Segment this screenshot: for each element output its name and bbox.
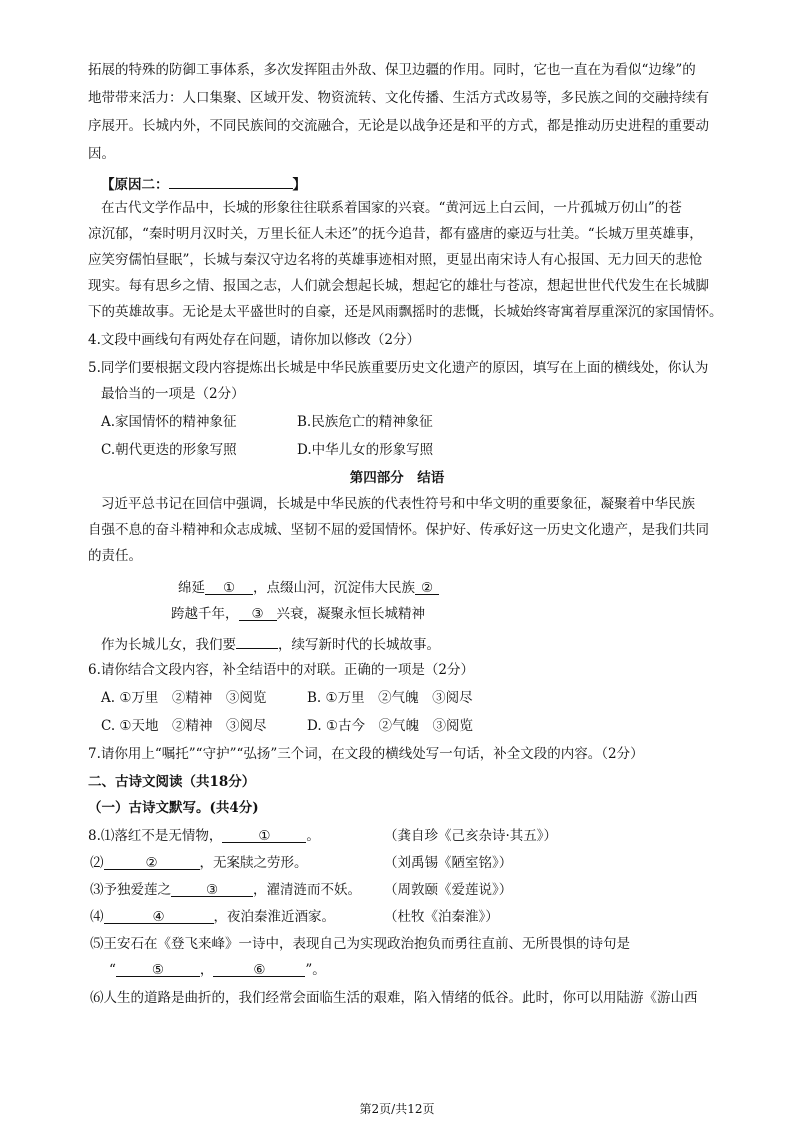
q8-blank-4[interactable]: ④ [104, 907, 214, 924]
q8-item4 [90, 907, 335, 927]
question-6-options-row2 [101, 716, 473, 736]
q8-i5-open-quote: “ [109, 962, 116, 978]
q8-blank-1[interactable]: ① [222, 826, 306, 843]
couplet-l1b: ，点缀山河，沉淀伟大民族 [253, 580, 415, 596]
q8-i3-text: ⑶予独爱莲之 [90, 882, 171, 898]
q8-i1-text: 8.⑴落红不是无情物， [88, 828, 223, 844]
para3-line1: 习近平总书记在回信中强调，长城是中华民族的代表性符号和中华文明的重要象征，凝聚着中华民族 [101, 496, 695, 512]
question-6: 6.请你结合文段内容，补全结语中的对联。正确的一项是（2分） [88, 662, 474, 678]
couplet-line2 [171, 604, 425, 624]
q8-i5-comma: ， [199, 962, 214, 978]
q8-i1-end: 。 [306, 828, 320, 844]
para2-line5: 下的英雄故事。无论是太平盛世时的自豪，还是风雨飘摇时的悲慨，长城始终寄寓着厚重深沉的家国情怀。 [88, 304, 723, 320]
para1-line3: 序展开。长城内外，不同民族间的交流融合，无论是以战争还是和平的方式，都是推动历史进程的重要动 [88, 118, 709, 134]
q8-item5-line2 [109, 960, 326, 980]
question-6-options-row1 [101, 688, 473, 708]
para1-line4: 因。 [88, 146, 115, 162]
couplet-l3b: ，续写新时代的长城故事。 [278, 637, 440, 653]
reason2-suffix: 】 [292, 177, 306, 193]
q8-item1 [88, 826, 320, 846]
para1-line1: 拓展的特殊的防御工事体系，多次发挥阻击外敌、保卫边疆的作用。同时，它也一直在为看似“边缘”的 [88, 62, 696, 78]
question-5-options-row2 [101, 440, 433, 460]
question-7: 7.请你用上“嘱托”“守护”“弘扬”三个词，在文段的横线处写一句话，补全文段的内容。（2分） [88, 746, 644, 762]
reason2-prefix: 【原因二： [101, 177, 169, 193]
para2-line3: 应笑穷儒怕昼眠”，长城与秦汉守边名将的英雄事迹相对照，更显出南宋诗人有心报国、无力回天的悲怆 [88, 252, 703, 268]
page-footer: 第2页/共12页 [359, 1102, 435, 1116]
para3-line3: 的责任。 [88, 548, 142, 564]
q8-i1-source: （龚自珍《己亥杂诗·其五》） [384, 828, 558, 844]
para2-line4: 现实。每有思乡之情、报国之志，人们就会想起长城，想起它的雄壮与苍凉，想起世世代代发生在长城脚 [88, 278, 709, 294]
q8-i2-source: （刘禹锡《陋室铭》） [384, 855, 513, 871]
couplet-l2b: 兴衰，凝聚永恒长城精神 [276, 606, 425, 622]
couplet-l3a: 作为长城儿女，我们要 [101, 637, 236, 653]
q8-item6: ⑹人生的道路是曲折的，我们经常会面临生活的艰难，陷入情绪的低谷。此时，你可以用陆游《游山西 [90, 990, 698, 1006]
question-5-line2: 最恰当的一项是（2分） [101, 386, 245, 402]
q8-item2 [90, 853, 308, 873]
para1-line2: 地带带来活力：人口集聚、区域开发、物资流转、文化传播、生活方式改易等，多民族之间的交融持续有 [88, 90, 709, 106]
q8-i5-close-quote: ”。 [305, 962, 326, 978]
reason2-blank[interactable] [169, 172, 293, 189]
q8-i3-source: （周敦颐《爱莲说》） [384, 882, 513, 898]
q8-i4-source: （杜牧《泊秦淮》） [384, 909, 499, 925]
q8-item3 [90, 880, 361, 900]
q8-blank-2[interactable]: ② [104, 853, 200, 870]
couplet-blank-1[interactable]: ① [205, 578, 253, 595]
question-5-line1: 5.同学们要根据文段内容提炼出长城是中华民族重要历史文化遗产的原因，填写在上面的横线处，你认为 [88, 360, 709, 376]
question-5-options-row1 [101, 412, 433, 432]
section-2-title: 二、古诗文阅读（共18分） [88, 774, 256, 790]
reason2-heading [101, 172, 306, 195]
q6-option-c[interactable]: C. ①天地 ②精神 ③阅尽 [101, 718, 267, 734]
couplet-l1a: 绵延 [178, 580, 205, 596]
para2-line1: 在古代文学作品中，长城的形象往往联系着国家的兴衰。“黄河远上白云间，一片孤城万仞山”的苍 [101, 200, 682, 216]
q5-option-d[interactable]: D.中华儿女的形象写照 [297, 442, 434, 458]
couplet-line3 [101, 632, 440, 655]
couplet-blank-3[interactable]: ③ [239, 604, 277, 621]
para3-line2: 自强不息的奋斗精神和众志成城、坚韧不屈的爱国情怀。保护好、传承好这一历史文化遗产，是我们共同 [88, 522, 709, 538]
q8-blank-5[interactable]: ⑤ [116, 960, 200, 977]
q6-option-a[interactable]: A. ①万里 ②精神 ③阅览 [101, 690, 267, 706]
q8-item5-line1: ⑸王安石在《登飞来峰》一诗中，表现自己为实现政治抱负而勇往直前、无所畏惧的诗句是 [90, 936, 630, 952]
q8-i4-text: ，夜泊秦淮近酒家。 [213, 909, 335, 925]
couplet-blank-2[interactable]: ② [415, 578, 439, 595]
q8-blank-3[interactable]: ③ [171, 880, 253, 897]
section-2-1-title: （一）古诗文默写。(共4分) [88, 800, 259, 816]
q8-i2-num: ⑵ [90, 855, 104, 871]
q5-option-b[interactable]: B.民族危亡的精神象征 [297, 414, 433, 430]
couplet-blank-4[interactable] [236, 632, 278, 649]
couplet-l2a: 跨越千年， [171, 606, 239, 622]
q5-option-a[interactable]: A.家国情怀的精神象征 [101, 414, 237, 430]
q6-option-d[interactable]: D. ①古今 ②气魄 ③阅览 [307, 718, 474, 734]
q6-option-b[interactable]: B. ①万里 ②气魄 ③阅尽 [307, 690, 473, 706]
couplet-line1 [178, 578, 439, 598]
q5-option-c[interactable]: C.朝代更迭的形象写照 [101, 442, 237, 458]
q8-i3-end: ，濯清涟而不妖。 [253, 882, 361, 898]
q8-i4-num: ⑷ [90, 909, 104, 925]
para2-line2: 凉沉郁，“秦时明月汉时关，万里长征人未还”的抚今追昔，都有盛唐的豪迈与壮美。“长城万里英雄事， [88, 226, 703, 242]
part4-title: 第四部分 结语 [349, 470, 445, 486]
q8-i2-text: ，无案牍之劳形。 [199, 855, 308, 871]
q8-blank-6[interactable]: ⑥ [213, 960, 305, 977]
question-4: 4.文段中画线句有两处存在问题，请你加以修改（2分） [88, 332, 420, 348]
